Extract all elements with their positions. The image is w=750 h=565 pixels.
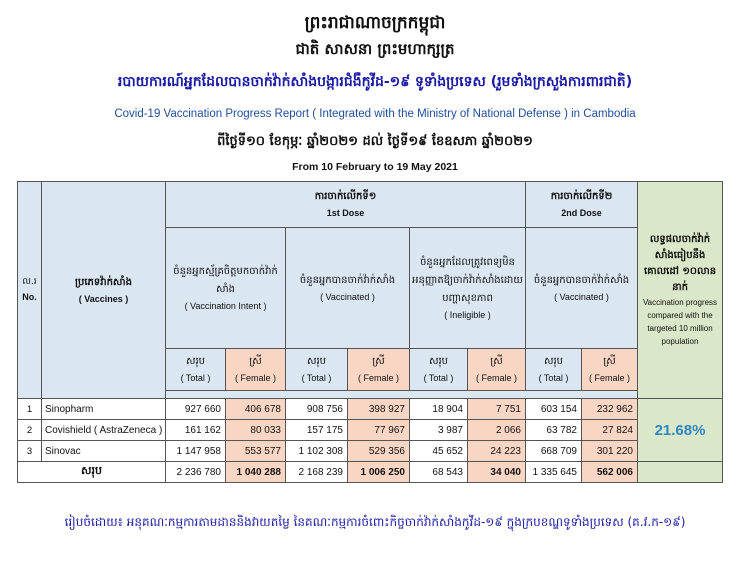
total-intent-female: 1 040 288 [226,462,286,483]
cell-intent-female: 553 577 [226,441,286,462]
table-row [18,399,723,420]
report-title-en: Covid-19 Vaccination Progress Report ( Integrated with the Ministry of National Defense ) in Cambodia [114,108,636,120]
progress-spacer [638,462,723,483]
vaccinated-header [286,228,410,349]
cell-vaccinated-total: 908 756 [286,399,348,420]
total-row [18,462,723,483]
cell-intent-total: 161 162 [166,420,226,441]
dose2-header-en: 2nd Dose [561,208,602,218]
ineligible-header-kh: ចំនួនអ្នកដែលត្រូវពេទ្យមិនអនុញ្ញាតឱ្យចាក់វ៉ាក់សាំងដោយបញ្ហាសុខភាព [412,256,523,304]
cell-dose2-total: 603 154 [526,399,582,420]
cell-ineligible-total: 3 987 [410,420,468,441]
cell-ineligible-total: 45 652 [410,441,468,462]
intent-header-en: ( Vaccination Intent ) [184,300,267,311]
total-header: សរុប ( Total ) [410,349,468,391]
vaccinated2-header-en: ( Vaccinated ) [554,291,609,302]
dose1-header-kh: ការចាក់លើកទី១ [314,191,377,202]
vaccinated2-header [526,228,638,349]
total-vaccinated-total: 2 168 239 [286,462,348,483]
row-no: 1 [18,399,42,420]
total-intent-total: 2 236 780 [166,462,226,483]
dose2-header [526,182,638,228]
cell-intent-female: 80 033 [226,420,286,441]
vaccinated-header-en: ( Vaccinated ) [320,291,375,302]
kingdom-heading: ព្រះរាជាណាចក្រកម្ពុជា [304,13,446,33]
dose1-header [166,182,526,228]
intent-header-kh: ចំនួនអ្នកស្ម័គ្រចិត្តមកចាក់វ៉ាក់សាំង [173,265,278,295]
prepared-by-note: រៀបចំដោយ៖ អនុគណៈកម្មការតាមដាននិងវាយតម្លៃ នៃគណៈកម្មការចំពោះកិច្ចចាក់វ៉ាក់សាំងកូវីដ-១៩ ក្នុងក្របខណ្ឌទូទាំងប្រទេស (គ.វ.ក-១៩) [64,515,686,529]
no-header [18,182,42,399]
dose2-header-kh: ការចាក់លើកទី២ [550,191,613,202]
vaccine-header [42,182,166,399]
cell-vaccinated-female: 398 927 [348,399,410,420]
cell-dose2-female: 301 220 [582,441,638,462]
total-row-label: សរុប [18,462,166,483]
report-title-kh: របាយការណ៍អ្នកដែលបានចាក់វ៉ាក់សាំងបង្ការជំងឺកូវីដ-១៩ ទូទាំងប្រទេស (រួមទាំងក្រសួងការពារជាតិ) [117,74,633,90]
total-vaccinated-female: 1 006 250 [348,462,410,483]
cell-vaccinated-female: 529 356 [348,441,410,462]
total-ineligible-female: 34 040 [468,462,526,483]
cell-dose2-total: 668 709 [526,441,582,462]
female-header: ស្រី ( Female ) [226,349,286,391]
cell-ineligible-female: 24 223 [468,441,526,462]
row-vaccine-name: Sinopharm [42,399,166,420]
vaccinated-header-kh: ចំនួនអ្នកបានចាក់វ៉ាក់សាំង [299,274,396,286]
cell-vaccinated-total: 157 175 [286,420,348,441]
row-vaccine-name: Covishield ( AstraZeneca ) [42,420,166,441]
total-header: សរុប ( Total ) [286,349,348,391]
cell-intent-female: 406 678 [226,399,286,420]
row-vaccine-name: Sinovac [42,441,166,462]
vaccine-header-en: ( Vaccines ) [78,293,129,304]
total-header: សរុប ( Total ) [166,349,226,391]
no-header-en: No. [22,292,37,302]
progress-value: 21.68% [638,399,723,462]
period-en: From 10 February to 19 May 2021 [292,161,458,173]
female-header: ស្រី ( Female ) [468,349,526,391]
progress-header-kh: លទ្ធផលចាក់វ៉ាក់ សាំងធៀបនឹង គោលដៅ ១០លាន នាក់ [643,234,717,293]
cell-ineligible-female: 2 066 [468,420,526,441]
progress-header-en: Vaccination progress compared with the targeted 10 million population [642,298,718,346]
dose1-header-en: 1st Dose [326,208,365,218]
ineligible-header [410,228,526,349]
cell-ineligible-total: 18 904 [410,399,468,420]
cell-dose2-female: 232 962 [582,399,638,420]
progress-header [638,182,723,399]
total-dose2-total: 1 335 645 [526,462,582,483]
intent-header [166,228,286,349]
cell-vaccinated-total: 1 102 308 [286,441,348,462]
row-no: 3 [18,441,42,462]
row-no: 2 [18,420,42,441]
cell-dose2-female: 27 824 [582,420,638,441]
vaccine-header-kh: ប្រភេទវ៉ាក់សាំង [75,276,132,288]
ineligible-header-en: ( Ineligible ) [444,309,491,320]
vaccination-table [17,181,723,483]
no-header-kh: ល.រ [22,277,37,287]
cell-intent-total: 927 660 [166,399,226,420]
cell-ineligible-female: 7 751 [468,399,526,420]
header-spacer [166,391,638,399]
total-ineligible-total: 68 543 [410,462,468,483]
vaccinated2-header-kh: ចំនួនអ្នកបានចាក់វ៉ាក់សាំង [533,274,630,286]
total-dose2-female: 562 006 [582,462,638,483]
table-row [18,441,723,462]
female-header: ស្រី ( Female ) [348,349,410,391]
total-header: សរុប ( Total ) [526,349,582,391]
female-header: ស្រី ( Female ) [582,349,638,391]
motto-heading: ជាតិ សាសនា ព្រះមហាក្សត្រ [295,40,455,58]
table-row [18,420,723,441]
cell-dose2-total: 63 782 [526,420,582,441]
cell-vaccinated-female: 77 967 [348,420,410,441]
cell-intent-total: 1 147 958 [166,441,226,462]
period-kh: ពីថ្ងៃទី១០ ខែកុម្ភៈ ឆ្នាំ២០២១ ដល់ ថ្ងៃទី១៩ ខែឧសភា ឆ្នាំ២០២១ [217,134,533,149]
